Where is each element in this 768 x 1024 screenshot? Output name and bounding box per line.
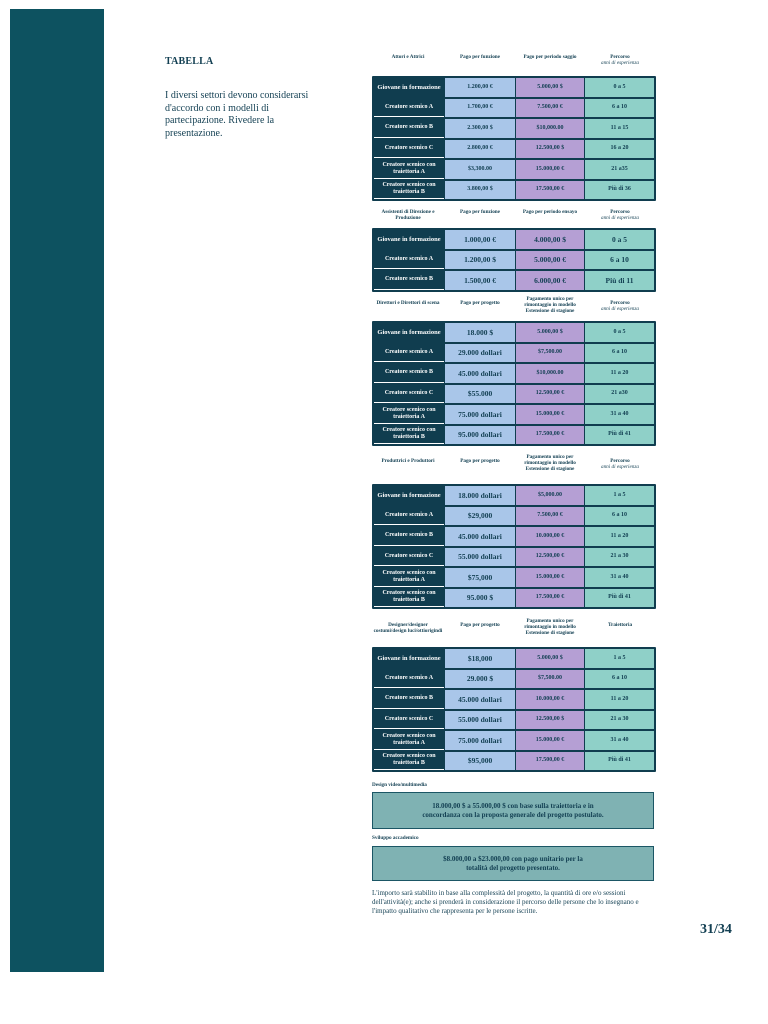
table-section [372, 205, 656, 292]
row-label: Giovane in formazione [374, 323, 444, 342]
pay-per-period-cell: 12.500,00 € [516, 385, 584, 404]
column-header: Assistenti di Direzione e Produzione [381, 209, 435, 222]
pay-per-period-cell: 15.000,00 € [516, 731, 584, 750]
row-label: Creatore scenico A [374, 344, 444, 363]
row-label: Creatore scenico con traiettoria B [374, 181, 444, 200]
academic-text: $8.000,00 a $23.000,00 con pago unitario per la totalità del progetto presentato. [443, 854, 583, 872]
pay-per-function-cell: 75.000 dollari [445, 731, 515, 750]
pay-per-function-cell: 45.000 dollari [445, 364, 515, 383]
pay-per-function-cell: 55.000 dollari [445, 548, 515, 567]
row-label: Creatore scenico C [374, 548, 444, 567]
pay-per-function-cell: 1.500,00 € [445, 271, 515, 290]
pay-per-function-cell: $18,000 [445, 649, 515, 668]
table-row [374, 385, 654, 404]
experience-range-cell: 21 a30 [585, 385, 654, 404]
pay-per-function-cell: 2.300,00 $ [445, 119, 515, 138]
pay-per-period-cell: 7.500,00 € [516, 99, 584, 118]
table-row [374, 160, 654, 179]
pay-per-period-cell: 12.500,00 $ [516, 711, 584, 730]
data-table [372, 76, 656, 201]
header-note: anni di esperienza [600, 464, 640, 471]
pay-per-period-cell: 17.500,00 € [516, 181, 584, 200]
row-label: Giovane in formazione [374, 649, 444, 668]
table-row [374, 548, 654, 567]
table-section [372, 454, 656, 609]
row-label: Creatore scenico con traiettoria A [374, 405, 444, 424]
column-header: Percorso anni di esperienza [600, 300, 640, 313]
row-label: Creatore scenico con traiettoria A [374, 731, 444, 750]
data-table [372, 484, 656, 609]
header-note: anni di esperienza [600, 60, 640, 67]
experience-range-cell: 16 a 20 [585, 140, 654, 159]
table-row [374, 405, 654, 424]
experience-range-cell: 0 a 5 [585, 323, 654, 342]
column-header: Pago per periodo ensayo [522, 209, 578, 215]
row-label: Creatore scenico B [374, 527, 444, 546]
pay-per-period-cell: 17.500,00 € [516, 752, 584, 771]
experience-range-cell: 31 a 40 [585, 568, 654, 587]
pay-per-function-cell: 95.000 $ [445, 589, 515, 608]
academic-label: Sviluppo accademico [372, 835, 419, 841]
column-header: Percorso anni di esperienza [600, 458, 640, 471]
table-row [374, 711, 654, 730]
pay-per-period-cell: 7.500,00 € [516, 507, 584, 526]
pay-per-function-cell: $75,000 [445, 568, 515, 587]
column-header: Percorso anni di esperienza [600, 209, 640, 222]
row-label: Creatore scenico C [374, 711, 444, 730]
experience-range-cell: 21 a 30 [585, 548, 654, 567]
column-header: Pago per funzione [460, 209, 500, 215]
sidebar-band [10, 9, 104, 972]
video-design-text: 18.000,00 $ a 55.000,00 $ con base sulla traiettoria e in concordanza con la proposta generale del progetto postulato. [422, 801, 604, 819]
experience-range-cell: 0 a 5 [585, 78, 654, 97]
table-row [374, 344, 654, 363]
data-table [372, 647, 656, 772]
intro-text: I diversi settori devono considerarsi d'accordo con i modelli di partecipazione. Rivedere la presentazione. [165, 90, 309, 139]
experience-range-cell: Più di 41 [585, 752, 654, 771]
table-row [374, 181, 654, 200]
column-header: Designer/designer costumi/design luci/ottiorigindi [373, 622, 443, 635]
row-label: Creatore scenico C [374, 385, 444, 404]
pay-per-period-cell: $10,000.00 [516, 364, 584, 383]
experience-range-cell: Più di 41 [585, 589, 654, 608]
table-header [372, 618, 656, 647]
table-row [374, 230, 654, 249]
table-row [374, 486, 654, 505]
pay-per-period-cell: 5.000,00 $ [516, 78, 584, 97]
row-label: Creatore scenico con traiettoria B [374, 752, 444, 771]
experience-range-cell: 6 a 10 [585, 251, 654, 270]
table-section [372, 618, 656, 772]
page-number: 31/34 [700, 922, 732, 937]
row-label: Creatore scenico con traiettoria A [374, 160, 444, 179]
pay-per-period-cell: 17.500,00 € [516, 426, 584, 445]
table-row [374, 78, 654, 97]
pay-per-period-cell: $5,000.00 [516, 486, 584, 505]
table-section [372, 296, 656, 446]
table-row [374, 589, 654, 608]
pay-per-period-cell: 12.500,00 € [516, 548, 584, 567]
experience-range-cell: 6 a 10 [585, 99, 654, 118]
pay-per-function-cell: $29,000 [445, 507, 515, 526]
experience-range-cell: 11 a 20 [585, 364, 654, 383]
row-label: Creatore scenico A [374, 507, 444, 526]
row-label: Creatore scenico A [374, 670, 444, 689]
column-header: Pago per progetto [460, 458, 500, 464]
row-label: Creatore scenico A [374, 251, 444, 270]
row-label: Creatore scenico B [374, 364, 444, 383]
pay-per-function-cell: 29.000 $ [445, 670, 515, 689]
experience-range-cell: 11 a 20 [585, 690, 654, 709]
column-header: Pago per progetto [460, 300, 500, 306]
pay-per-period-cell: 5.000,00 € [516, 251, 584, 270]
pay-per-function-cell: $3,300.00 [445, 160, 515, 179]
table-header [372, 296, 656, 321]
academic-box [372, 846, 654, 881]
video-design-label: Design video/multimedia [372, 782, 427, 788]
column-header: Pago per progetto [460, 622, 500, 628]
row-label: Creatore scenico con traiettoria B [374, 426, 444, 445]
table-header [372, 50, 656, 76]
pay-per-period-cell: 15.000,00 € [516, 568, 584, 587]
experience-range-cell: 31 a 40 [585, 405, 654, 424]
experience-range-cell: 1 a 5 [585, 486, 654, 505]
pay-per-period-cell: 6.000,00 € [516, 271, 584, 290]
page-title: TABELLA [165, 56, 214, 67]
table-row [374, 527, 654, 546]
data-table [372, 228, 656, 292]
pay-per-function-cell: 1.200,00 $ [445, 251, 515, 270]
column-header: Traiettoria [607, 622, 633, 628]
experience-range-cell: Più di 36 [585, 181, 654, 200]
row-label: Creatore scenico con traiettoria A [374, 568, 444, 587]
experience-range-cell: 6 a 10 [585, 507, 654, 526]
pay-per-period-cell: 15.000,00 € [516, 160, 584, 179]
data-table [372, 321, 656, 446]
pay-per-function-cell: 55.000 dollari [445, 711, 515, 730]
column-header: Direttori e Direttori di scena [376, 300, 440, 306]
table-row [374, 140, 654, 159]
column-header: Pago per periodo saggio [523, 54, 577, 60]
header-note: anni di esperienza [600, 306, 640, 313]
row-label: Giovane in formazione [374, 230, 444, 249]
pay-per-period-cell: 5.000,00 $ [516, 649, 584, 668]
pay-per-function-cell: 75.000 dollari [445, 405, 515, 424]
table-row [374, 323, 654, 342]
pay-per-function-cell: 3.800,00 $ [445, 181, 515, 200]
experience-range-cell: 21 a35 [585, 160, 654, 179]
pay-per-period-cell: 17.500,00 € [516, 589, 584, 608]
pay-per-period-cell: 5.000,00 $ [516, 323, 584, 342]
table-row [374, 752, 654, 771]
table-row [374, 731, 654, 750]
table-row [374, 568, 654, 587]
table-row [374, 251, 654, 270]
pay-per-period-cell: 4.000,00 $ [516, 230, 584, 249]
experience-range-cell: 11 a 20 [585, 527, 654, 546]
pay-per-function-cell: 29.000 dollari [445, 344, 515, 363]
column-header: Pagamento unico per rimontaggio in modello Estensione di stagione [524, 296, 576, 315]
table-header [372, 205, 656, 228]
table-row [374, 690, 654, 709]
pay-per-function-cell: 18.000 dollari [445, 486, 515, 505]
pay-per-function-cell: 45.000 dollari [445, 527, 515, 546]
table-row [374, 99, 654, 118]
experience-range-cell: Più di 11 [585, 271, 654, 290]
experience-range-cell: Più di 41 [585, 426, 654, 445]
experience-range-cell: 6 a 10 [585, 344, 654, 363]
pay-per-period-cell: $7,500.00 [516, 670, 584, 689]
table-row [374, 670, 654, 689]
table-header [372, 454, 656, 484]
table-row [374, 507, 654, 526]
row-label: Creatore scenico C [374, 140, 444, 159]
pay-per-period-cell: $10,000.00 [516, 119, 584, 138]
row-label: Giovane in formazione [374, 486, 444, 505]
column-header: Produttrici e Produttori [381, 458, 435, 464]
pay-per-function-cell: 45.000 dollari [445, 690, 515, 709]
pay-per-function-cell: 1.700,00 € [445, 99, 515, 118]
column-header: Pagamento unico per rimontaggio in modello Estensione di stagione [524, 618, 576, 637]
footnote-text: L'importo sarà stabilito in base alla complessità del progetto, la quantità di ore e/o sessioni dell'attività(e); anche si prenderà in considerazione il percorso delle persone che lo insegnano e l'impatto qualitativo che rappresenta per le persone iscritte. [372, 889, 639, 915]
row-label: Creatore scenico B [374, 690, 444, 709]
pay-per-function-cell: 2.800,00 € [445, 140, 515, 159]
pay-per-function-cell: 95.000 dollari [445, 426, 515, 445]
pay-per-function-cell: 1.200,00 € [445, 78, 515, 97]
row-label: Creatore scenico B [374, 271, 444, 290]
video-design-box [372, 792, 654, 829]
pay-per-function-cell: 1.000,00 € [445, 230, 515, 249]
experience-range-cell: 21 a 30 [585, 711, 654, 730]
pay-per-function-cell: 18.000 $ [445, 323, 515, 342]
table-row [374, 649, 654, 668]
row-label: Giovane in formazione [374, 78, 444, 97]
experience-range-cell: 1 a 5 [585, 649, 654, 668]
row-label: Creatore scenico A [374, 99, 444, 118]
pay-per-period-cell: 15.000,00 € [516, 405, 584, 424]
pay-per-function-cell: $95,000 [445, 752, 515, 771]
pay-per-period-cell: 12.500,00 $ [516, 140, 584, 159]
row-label: Creatore scenico B [374, 119, 444, 138]
table-row [374, 364, 654, 383]
experience-range-cell: 0 a 5 [585, 230, 654, 249]
pay-per-period-cell: 10.000,00 € [516, 527, 584, 546]
column-header: Pago per funzione [460, 54, 500, 60]
table-row [374, 119, 654, 138]
pay-per-period-cell: 10.000,00 € [516, 690, 584, 709]
header-note: anni di esperienza [600, 215, 640, 222]
column-header: Attori e Attrici [391, 54, 425, 60]
pay-per-period-cell: $7,500.00 [516, 344, 584, 363]
row-label: Creatore scenico con traiettoria B [374, 589, 444, 608]
table-row [374, 271, 654, 290]
column-header: Percorso anni di esperienza [600, 54, 640, 67]
experience-range-cell: 31 a 40 [585, 731, 654, 750]
column-header: Pagamento unico per rimontaggio in modello Estensione di stagione [524, 454, 576, 473]
table-section [372, 50, 656, 201]
pay-per-function-cell: $55.000 [445, 385, 515, 404]
experience-range-cell: 6 a 10 [585, 670, 654, 689]
table-row [374, 426, 654, 445]
experience-range-cell: 11 a 15 [585, 119, 654, 138]
